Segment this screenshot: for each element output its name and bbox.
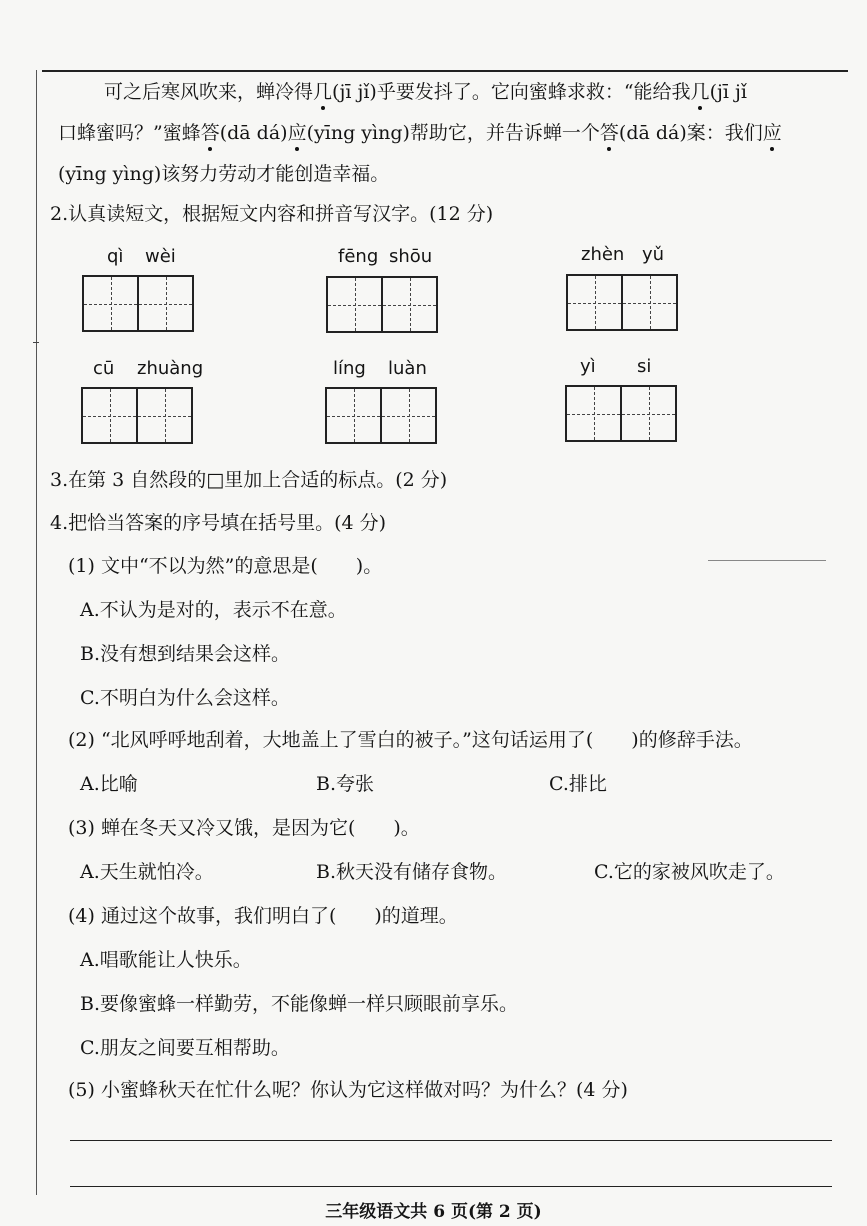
page-footer: 三年级语文共 6 页(第 2 页) [325,1202,542,1222]
answer-line[interactable] [70,1140,832,1141]
q3-title: 3.在第 3 自然段的□里加上合适的标点。(2 分) [50,469,448,491]
writing-cell[interactable] [568,276,621,329]
answer-line[interactable] [70,1186,832,1187]
dotted-char: 答 [599,122,619,144]
q4-sub5-question: (5) 小蜜蜂秋天在忙什么呢？你认为它这样做对吗？为什么？(4 分) [68,1079,628,1101]
q4-sub2-option-c: C.排比 [549,773,607,795]
tianzige-box[interactable] [82,275,194,332]
writing-cell[interactable] [136,389,191,442]
q4-sub3-option-a: A.天生就怕冷。 [80,861,214,883]
q4-sub3-option-c: C.它的家被风吹走了。 [594,861,785,883]
pinyin-label: zhuàng [137,358,204,379]
q4-sub2-question: (2) “北风呼呼地刮着，大地盖上了雪白的被子。”这句话运用了( )的修辞手法。 [68,729,753,751]
pinyin-label: si [637,356,652,377]
q4-sub3-option-b: B.秋天没有储存食物。 [316,861,508,883]
passage-text: (jī jǐ)乎要发抖了。它向蜜蜂求救：“能给我 [332,81,691,103]
dotted-char: 几 [313,81,333,103]
pinyin-label: luàn [388,358,427,379]
pinyin-label: zhèn [581,244,625,265]
writing-cell[interactable] [381,278,436,331]
top-rule [42,70,848,72]
margin-tick [33,342,39,343]
pinyin-label: cū [93,358,115,379]
q4-sub1-option-a: A.不认为是对的，表示不在意。 [80,599,347,621]
dotted-char: 几 [690,81,710,103]
q4-sub3-question: (3) 蝉在冬天又冷又饿，是因为它( )。 [68,817,420,839]
passage-line-1 [104,80,747,104]
writing-cell[interactable] [328,278,381,331]
writing-cell[interactable] [137,277,192,330]
passage-text: 可之后寒风吹来，蝉冷得 [104,81,314,103]
pinyin-label: wèi [145,246,176,267]
writing-cell[interactable] [84,277,137,330]
tianzige-box[interactable] [326,276,438,333]
q4-sub1-question: (1) 文中“不以为然”的意思是( )。 [68,555,383,577]
q4-sub4-option-c: C.朋友之间要互相帮助。 [80,1037,290,1059]
passage-text: (dā dá) [219,122,288,144]
dotted-char: 应 [287,122,307,144]
q4-title: 4.把恰当答案的序号填在括号里。(4 分) [50,512,387,534]
left-margin-rule [36,70,37,1195]
pinyin-label: fēng [338,246,379,267]
writing-cell[interactable] [83,389,136,442]
q2-title: 2.认真读短文，根据短文内容和拼音写汉字。(12 分) [50,203,494,225]
q4-sub1-option-c: C.不明白为什么会这样。 [80,687,290,709]
passage-line-2 [58,121,782,145]
pinyin-label: shōu [389,246,433,267]
passage-line-3: (yīng yìng)该努力劳动才能创造幸福。 [58,163,390,185]
pinyin-label: yì [580,356,596,377]
passage-text: (jī jǐ [709,81,747,103]
q4-sub1-option-b: B.没有想到结果会这样。 [80,643,291,665]
writing-cell[interactable] [621,276,676,329]
writing-cell[interactable] [327,389,380,442]
margin-mark [708,560,826,561]
q4-sub4-option-a: A.唱歌能让人快乐。 [80,949,252,971]
tianzige-box[interactable] [81,387,193,444]
q4-sub2-option-b: B.夸张 [316,773,375,795]
pinyin-label: yǔ [642,244,665,265]
writing-cell[interactable] [567,387,620,440]
q4-sub4-option-b: B.要像蜜蜂一样勤劳，不能像蝉一样只顾眼前享乐。 [80,993,519,1015]
tianzige-box[interactable] [566,274,678,331]
passage-text: (yīng yìng)帮助它，并告诉蝉一个 [306,122,600,144]
pinyin-label: qì [107,246,124,267]
q4-sub4-question: (4) 通过这个故事，我们明白了( )的道理。 [68,905,458,927]
dotted-char: 答 [200,122,220,144]
writing-cell[interactable] [380,389,435,442]
writing-cell[interactable] [620,387,675,440]
passage-text: 口蜂蜜吗？”蜜蜂 [58,122,201,144]
tianzige-box[interactable] [325,387,437,444]
dotted-char: 应 [762,122,782,144]
tianzige-box[interactable] [565,385,677,442]
passage-text: (dā dá)案：我们 [618,122,763,144]
q4-sub2-option-a: A.比喻 [80,773,138,795]
pinyin-label: líng [333,358,366,379]
